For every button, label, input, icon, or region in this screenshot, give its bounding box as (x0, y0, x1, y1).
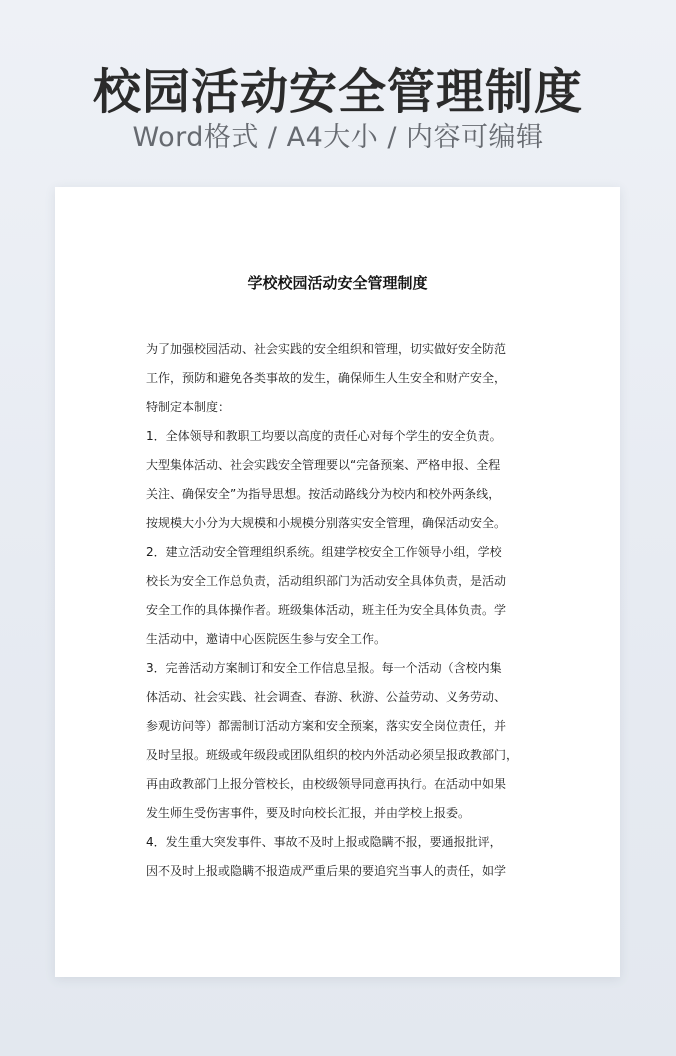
document-line: 体活动、社会实践、社会调查、春游、秋游、公益劳动、义务劳动、 (146, 690, 507, 704)
document-line: 生活动中，邀请中心医院医生参与安全工作。 (146, 632, 387, 646)
document-line: 因不及时上报或隐瞒不报造成严重后果的要追究当事人的责任，如学 (146, 864, 507, 878)
document-page (55, 187, 620, 977)
document-line: 发生师生受伤害事件，要及时向校长汇报，并由学校上报委。 (146, 806, 471, 820)
document-line: 安全工作的具体操作者。班级集体活动，班主任为安全具体负责。学 (146, 603, 507, 617)
document-line: 校长为安全工作总负责，活动组织部门为活动安全具体负责，是活动 (146, 574, 507, 588)
document-line: 特制定本制度： (146, 400, 231, 414)
document-line: 关注、确保安全”为指导思想。按活动路线分为校内和校外两条线， (146, 487, 501, 501)
document-line: 大型集体活动、社会实践安全管理要以“完备预案、严格申报、全程 (146, 458, 501, 472)
document-line: 及时呈报。班级或年级段或团队组织的校内外活动必须呈报政教部门， (146, 748, 519, 762)
document-line: 2．建立活动安全管理组织系统。组建学校安全工作领导小组，学校 (146, 545, 502, 559)
document-line: 3．完善活动方案制订和安全工作信息呈报。每一个活动（含校内集 (146, 661, 502, 675)
document-line: 工作，预防和避免各类事故的发生，确保师生人生安全和财产安全， (146, 371, 507, 385)
banner-subtitle: Word格式 / A4大小 / 内容可编辑 (132, 122, 544, 153)
banner-title: 校园活动安全管理制度 (92, 64, 583, 120)
document-body (146, 335, 546, 886)
document-line: 按规模大小分为大规模和小规模分别落实安全管理，确保活动安全。 (146, 516, 507, 530)
document-line: 4．发生重大突发事件、事故不及时上报或隐瞒不报，要通报批评， (146, 835, 502, 849)
document-title: 学校校园活动安全管理制度 (247, 274, 428, 292)
document-line: 1．全体领导和教职工均要以高度的责任心对每个学生的安全负责。 (146, 429, 502, 443)
document-line: 参观访问等）都需制订活动方案和安全预案，落实安全岗位责任，并 (146, 719, 507, 733)
document-line: 再由政教部门上报分管校长，由校级领导同意再执行。在活动中如果 (146, 777, 507, 791)
document-line: 为了加强校园活动、社会实践的安全组织和管理，切实做好安全防范 (146, 342, 507, 356)
